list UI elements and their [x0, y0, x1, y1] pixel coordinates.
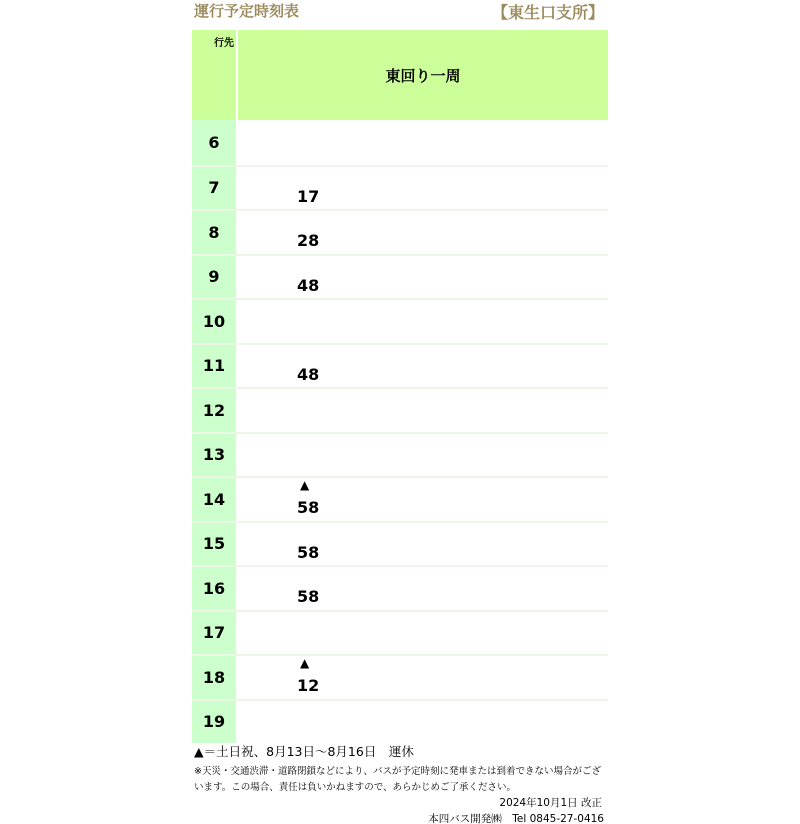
- hour-cell: 18: [192, 656, 236, 699]
- departure-minute: 58: [297, 498, 320, 517]
- table-row: [192, 209, 608, 254]
- destination-header: [192, 30, 236, 120]
- hour-cell: 6: [192, 120, 236, 165]
- departure-cell: [238, 300, 608, 343]
- destination-label: 行先: [214, 38, 234, 49]
- suspension-mark: ▲: [300, 656, 310, 670]
- table-row: [192, 654, 608, 699]
- hour-cell: 15: [192, 523, 236, 566]
- departure-cell: [238, 434, 608, 477]
- table-row: [192, 298, 608, 343]
- departure-minute: 58: [297, 542, 320, 562]
- departure-cell: [238, 345, 608, 388]
- hour-cell: 7: [192, 167, 236, 210]
- timetable-rows: [192, 120, 608, 743]
- hour-cell: 12: [192, 389, 236, 432]
- hour-cell: 10: [192, 300, 236, 343]
- table-row: [192, 120, 608, 165]
- departure-cell: [238, 701, 608, 744]
- departure-cell: [238, 389, 608, 432]
- hour-cell: 14: [192, 478, 236, 521]
- suspension-mark: ▲: [300, 478, 310, 492]
- departure-minute: 28: [297, 231, 320, 250]
- disclaimer-note: ※天災・交通渋滞・道路閉鎖などにより、バスが予定時刻に発車または到着できない場合がございます。この場合、責任は負いかねますので、あらかじめご了承ください。: [194, 766, 601, 793]
- stop-name: 【東生口支所】: [492, 3, 605, 22]
- table-row: [192, 521, 608, 566]
- departure-cell: [238, 167, 608, 210]
- departure-minute: 17: [297, 186, 320, 206]
- departure-minute: 48: [297, 275, 320, 295]
- table-header: [192, 30, 608, 120]
- hour-cell: 19: [192, 701, 236, 744]
- hour-cell: 13: [192, 434, 236, 477]
- hour-cell: 16: [192, 567, 236, 610]
- hour-cell: 8: [192, 211, 236, 254]
- route-name: 東回り一周: [238, 30, 608, 120]
- revision-date: 2024年10月1日 改正: [499, 797, 602, 809]
- table-row: [192, 565, 608, 610]
- hour-cell: 11: [192, 345, 236, 388]
- table-row: [192, 610, 608, 655]
- departure-cell: [238, 256, 608, 299]
- table-row: [192, 476, 608, 521]
- departure-cell: [238, 478, 608, 521]
- table-row: [192, 343, 608, 388]
- departure-cell: [238, 567, 608, 610]
- table-row: [192, 699, 608, 744]
- departure-cell: [238, 656, 608, 699]
- table-row: [192, 432, 608, 477]
- departure-minute: 48: [297, 364, 320, 384]
- departure-cell: [238, 211, 608, 254]
- departure-minute: 58: [297, 587, 320, 606]
- company-contact: 本四バス開発㈱ Tel 0845-27-0416: [428, 813, 604, 824]
- hour-cell: 9: [192, 256, 236, 299]
- table-row: [192, 254, 608, 299]
- legend: ▲＝土日祝、8月13日〜8月16日 運休: [194, 744, 414, 759]
- page-title: 運行予定時刻表: [194, 2, 300, 20]
- departure-cell: [238, 120, 608, 165]
- departure-cell: [238, 612, 608, 655]
- table-row: [192, 165, 608, 210]
- table-row: [192, 387, 608, 432]
- hour-cell: 17: [192, 612, 236, 655]
- departure-minute: 12: [297, 676, 320, 695]
- departure-cell: [238, 523, 608, 566]
- timetable: [192, 30, 608, 743]
